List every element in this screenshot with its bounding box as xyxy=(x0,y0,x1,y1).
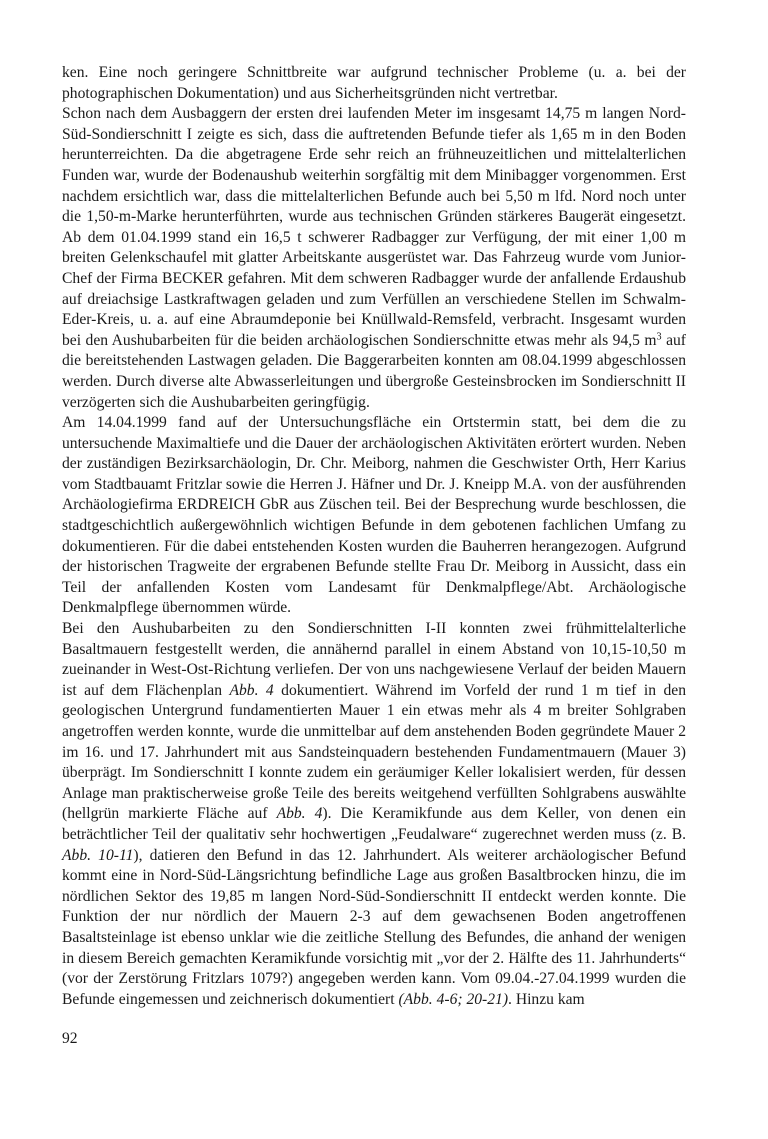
figure-reference: (Abb. 4-6; 20-21) xyxy=(398,990,509,1008)
text-run: ), datieren den Befund in das 12. Jahrhundert. Als weiterer archäologischer Befund kommt eine in Nord-Süd-Längsrichtung befindliche Lage aus großen Basaltbrocken hinzu, die im nördlichen Sektor des 19,85 m langen Nord-Süd-Sondierschnitt II entdeckt werden konnte. Die Funktion der nur nördlich der Mauern 2-3 auf dem gewachsenen Boden angetroffenen Basaltsteinlage ist ebenso unklar wie die zeitliche Stellung des Befundes, die anhand der wenigen in diesem Bereich gemachten Keramikfunde vorsichtig mit „vor der 2. Hälfte des 11. Jahrhunderts“ (vor der Zerstörung Fritzlars 1079?) angegeben werden kann. Vom 09.04.-27.04.1999 wurden die Befunde eingemessen und zeichnerisch dokumentiert xyxy=(62,846,686,1008)
text-run: ). Die Keramikfunde aus dem Keller, von denen ein beträchtlicher Teil der qualitativ sehr hochwertigen „Feudalware“ zugerechnet werden muss (z. B. xyxy=(62,805,686,843)
text-run: auf die bereitstehenden Lastwagen geladen. Die Baggerarbeiten konnten am 08.04.1999 abgeschlossen werden. Durch diverse alte Abwasserleitungen und übergroße Gesteinsbrocken im Sondierschnitt II verzögerten sich die Aushubarbeiten geringfügig. xyxy=(62,331,686,411)
text-run: Bei den Aushubarbeiten zu den Sondierschnitten I-II konnten zwei frühmittelalterliche Basaltmauern festgestellt werden, die annähernd parallel in einem Abstand von 10,15-10,50 m zueinander in West-Ost-Richtung verliefen. Der von uns nachgewiesene Verlauf der beiden Mauern ist auf dem Flächenplan xyxy=(62,620,686,699)
paragraph-4 xyxy=(62,619,686,1010)
paragraph-1 xyxy=(62,63,686,104)
figure-reference: Abb. 4 xyxy=(229,681,274,699)
paragraph-2 xyxy=(62,104,686,413)
paragraph-3 xyxy=(62,413,686,619)
body-text xyxy=(62,63,686,1010)
text-run: ken. Eine noch geringere Schnittbreite war aufgrund technischer Probleme (u. a. bei der photographischen Dokumentation) und aus Sicherheitsgründen nicht vertretbar. xyxy=(62,64,686,102)
text-run: . Hinzu kam xyxy=(508,990,585,1008)
figure-reference: Abb. 10-11 xyxy=(62,846,134,864)
text-run: Am 14.04.1999 fand auf der Untersuchungsfläche ein Ortstermin statt, bei dem die zu untersuchende Maximaltiefe und die Dauer der archäologischen Aktivitäten erörtert wurden. Neben der zuständigen Bezirksarchäologin, Dr. Chr. Meiborg, nahmen die Geschwister Orth, Herr Karius vom Stadtbauamt Fritzlar sowie die Herren J. Häfner und Dr. J. Kneipp M.A. von der ausführenden Archäologiefirma ERDREICH GbR aus Züschen teil. Bei der Besprechung wurde beschlossen, die stadtgeschichtlich außergewöhnlich wichtigen Befunde in dem gebotenen fachlichen Umfang zu dokumentieren. Für die dabei entstehenden Kosten wurden die Bauherren herangezogen. Aufgrund der historischen Tragweite der ergrabenen Befunde stellte Frau Dr. Meiborg in Aussicht, dass ein Teil der anfallenden Kosten vom Landesamt für Denkmalpflege/Abt. Archäologische Denkmalpflege übernommen würde. xyxy=(62,414,686,617)
superscript: 3 xyxy=(656,331,662,343)
page-number: 92 xyxy=(62,1030,78,1047)
text-run: dokumentiert. Während im Vorfeld der rund 1 m tief in den geologischen Untergrund fundamentierten Mauer 1 ein etwas mehr als 4 m breiter Sohlgraben angetroffen werden konnte, wurde die unmittelbar auf dem anstehenden Boden gegründete Mauer 2 im 16. und 17. Jahrhundert mit aus Sandsteinquadern bestehenden Fundamentmauern (Mauer 3) überprägt. Im Sondierschnitt I konnte zudem ein geräumiger Keller lokalisiert werden, für dessen Anlage man praktischerweise große Teile des bereits weitgehend verfüllten Sohlgrabens auswählte (hellgrün markierte Fläche auf xyxy=(62,681,686,823)
figure-reference: Abb. 4 xyxy=(276,805,323,823)
text-run: Schon nach dem Ausbaggern der ersten drei laufenden Meter im insgesamt 14,75 m langen Nord-Süd-Sondierschnitt I zeigte es sich, dass die auftretenden Befunde tiefer als 1,65 m in den Boden herunterreichten. Da die abgetragene Erde sehr reich an frühneuzeitlichen und mittelalterlichen Funden war, wurde der Bodenaushub weiterhin sorgfältig mit dem Minibagger vorgenommen. Erst nachdem ersichtlich war, dass die mittelalterlichen Befunde auch bei 5,50 m lfd. Nord noch unter die 1,50-m-Marke herunterführten, wurde aus technischen Gründen stärkeres Baugerät eingesetzt. Ab dem 01.04.1999 stand ein 16,5 t schwerer Radbagger zur Verfügung, der mit einer 1,00 m breiten Gelenkschaufel mit glatter Arbeitskante ausgerüstet war. Das Fahrzeug wurde vom Junior-Chef der Firma BECKER gefahren. Mit dem schweren Radbagger wurde der anfallende Erdaushub auf dreiachsige Lastkraftwagen geladen und zum Verfüllen an verschiedene Stellen im Schwalm-Eder-Kreis, u. a. auf eine Abraumdeponie bei Knüllwald-Remsfeld, verbracht. Insgesamt wurden bei den Aushubarbeiten für die beiden archäologischen Sondierschnitte etwas mehr als 94,5 m xyxy=(62,105,686,349)
